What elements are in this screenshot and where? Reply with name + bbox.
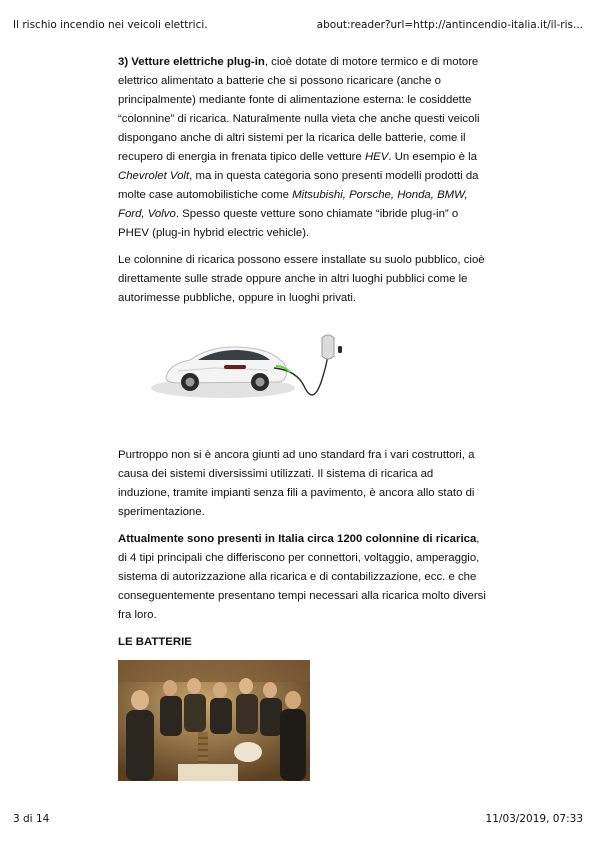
volta-painting-image	[118, 660, 310, 781]
charging-car-image	[118, 316, 364, 438]
paragraph-colonnine-italia: Attualmente sono presenti in Italia circa 1200 colonnine di ricarica, di 4 tipi principali che differiscono per connettori, voltaggio, amperaggio, sistema di autorizzazione alla ricarica e di contabilizzazione, ecc. e che conseguentemente presentano tempi necessari alla ricarica molto diversi fra loro.	[118, 533, 486, 621]
page-title: Il rischio incendio nei veicoli elettrici.	[13, 19, 208, 31]
paragraph-plugin: 3) Vetture elettriche plug-in, cioè dotate di motore termico e di motore elettrico alimentato a batterie che si possono ricaricare (anche o principalmente) mediante fonte di alimentazione esterna: le cosiddette “colonnine” di ricarica. Naturalmente nulla vieta che anche questi veicoli dispongano anche di altri sistemi per la ricarica delle batterie, come il recupero di energia in frenata tipico delle vetture HEV. Un esempio è la Chevrolet Volt, ma in questa categoria sono presenti modelli prodotti da molte case automobilistiche come Mitsubishi, Porsche, Honda, BMW, Ford, Volvo. Spesso queste vetture sono chiamate “ibride plug-in” o PHEV (plug-in hybrid electric vehicle).	[118, 56, 480, 239]
print-datetime: 11/03/2019, 07:33	[485, 813, 583, 825]
paragraph-standard: Purtroppo non si è ancora giunti ad uno standard fra i vari costruttori, a causa dei sistemi diversissimi utilizzati. Il sistema di ricarica ad induzione, tramite impianti senza fili a pavimento, è ancora allo stato di sperimentazione.	[118, 449, 475, 518]
section-heading-batterie: LE BATTERIE	[118, 636, 192, 648]
reader-footer	[13, 813, 583, 825]
page-number: 3 di 14	[13, 813, 50, 825]
article-body	[118, 53, 486, 781]
reader-header	[13, 19, 583, 31]
page-url[interactable]: about:reader?url=http://antincendio-italia.it/il-ris...	[316, 19, 583, 31]
paragraph-colonnine: Le colonnine di ricarica possono essere installate su suolo pubblico, cioè direttamente sulle strade oppure anche in altri luoghi pubblici come le autorimesse pubbliche, oppure in luoghi privati.	[118, 254, 485, 304]
